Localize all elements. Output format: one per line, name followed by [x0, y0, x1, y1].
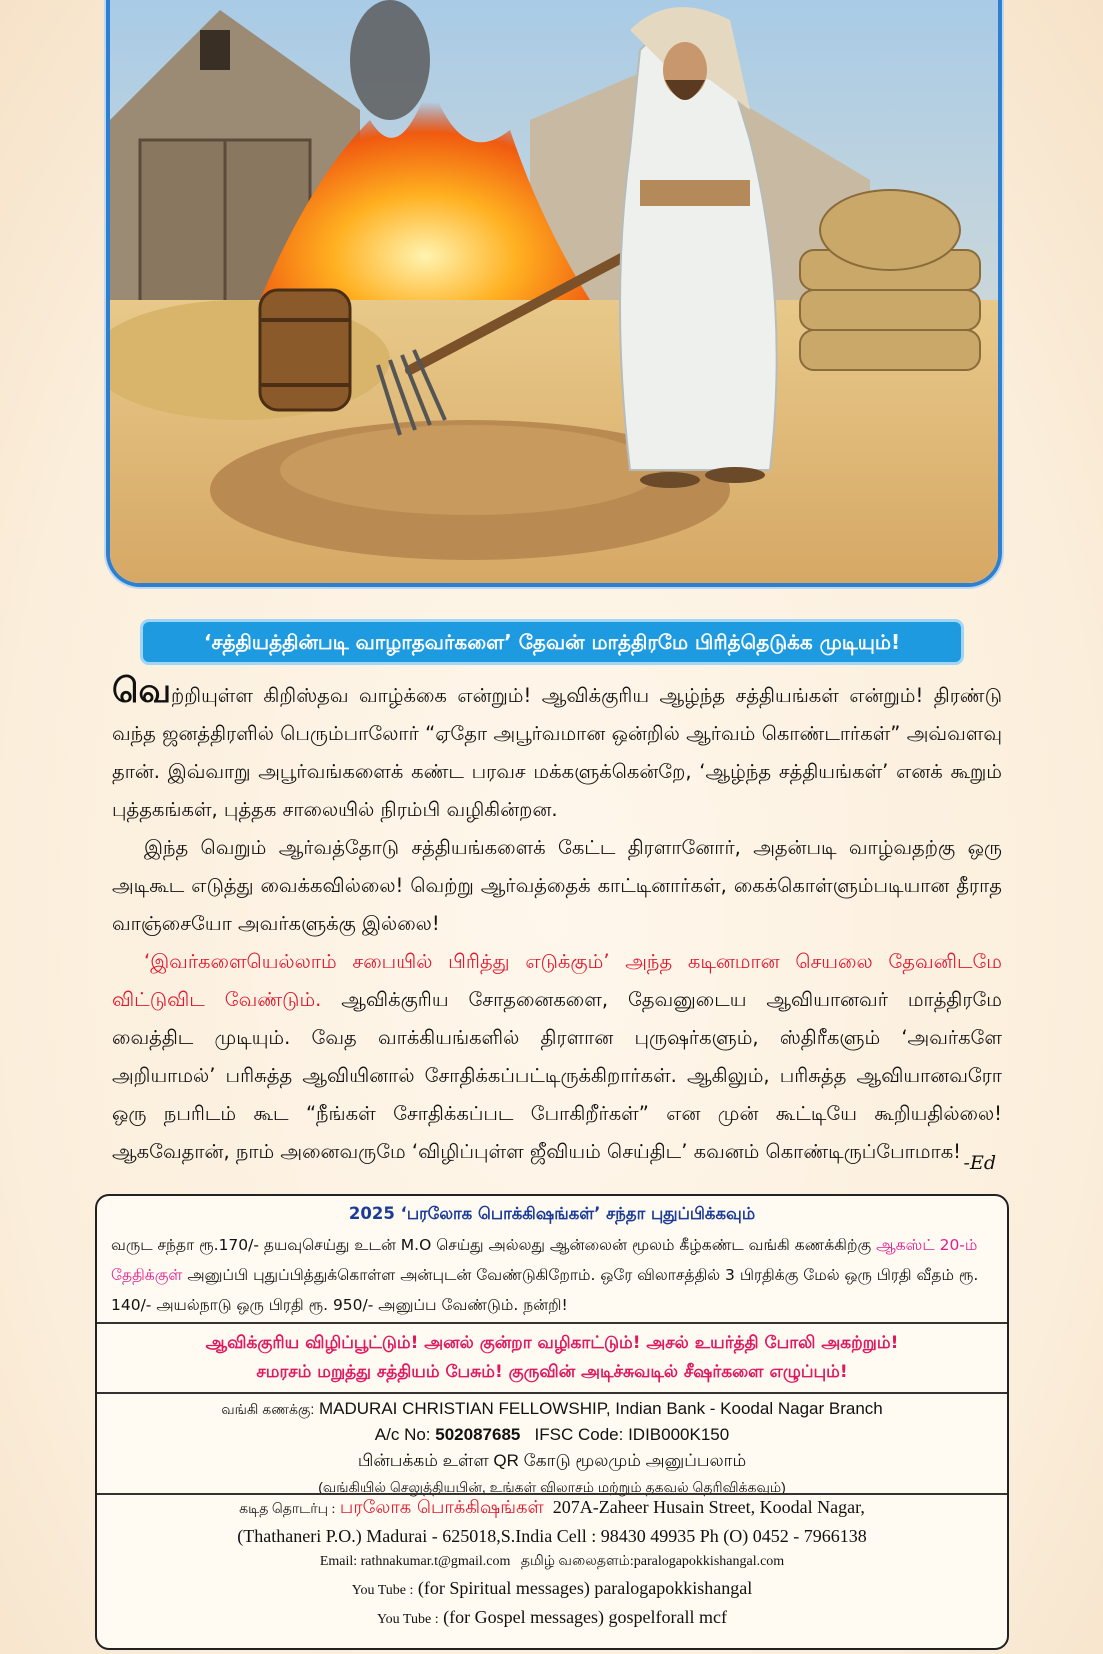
subscription-info-box	[95, 1194, 1009, 1650]
slogan-line-2: சமரசம் மறுத்து சத்தியம் பேசும்! குருவின் அடிச்சுவடில் சீஷர்களை எழுப்பும்!	[256, 1362, 848, 1382]
divider	[97, 1322, 1007, 1324]
subscription-title: 2025 ‘பரலோக பொக்கிஷங்கள்’ சந்தா புதுப்பிக்கவும்	[348, 1204, 756, 1223]
youtube-label: You Tube :	[351, 1583, 414, 1598]
paragraph-3-highlight: ‘இவர்களையெல்லாம் சபையில் பிரித்து எடுக்கும்’ அந்த கடினமான செயலை தேவனிடமே விட்டுவிட வேண்டும்.	[112, 950, 1002, 1011]
account-number: 502087685	[435, 1425, 521, 1444]
slogans	[97, 1329, 1007, 1387]
contact-details	[97, 1494, 1007, 1633]
youtube-gospel[interactable]: (for Gospel messages) gospelforall mcf	[443, 1607, 728, 1627]
headline-banner: ‘சத்தியத்தின்படி வாழாதவர்களை’ தேவன் மாத்திரமே பிரித்தெடுக்க முடியும்!	[143, 622, 961, 662]
drop-cap: வெ	[112, 671, 172, 711]
illustration-frame	[106, 0, 1002, 587]
ifsc-code: IFSC Code: IDIB000K150	[534, 1425, 730, 1444]
address-line-1: 207A-Zaheer Husain Street, Koodal Nagar,	[552, 1497, 865, 1517]
web-label: தமிழ் வலைதளம்:	[520, 1554, 634, 1569]
editorial-article	[112, 672, 1002, 1171]
account-label: A/c No:	[374, 1425, 431, 1444]
paragraph-2: இந்த வெறும் ஆர்வத்தோடு சத்தியங்களைக் கேட்ட திரளானோர், அதன்படி வாழ்வதற்கு ஒரு அடிகூட எடுத்து வைக்கவில்லை! வெற்று ஆர்வத்தைக் காட்டினார்கள், கைக்கொள்ளும்படியான தீராத வாஞ்சையோ அவர்களுக்கு இல்லை!	[112, 836, 1002, 935]
youtube-line-1	[97, 1575, 1007, 1604]
email[interactable]: Email: rathnakumar.t@gmail.com	[319, 1554, 511, 1569]
paragraph-3-text: ஆவிக்குரிய சோதனைகளை, தேவனுடைய ஆவியானவர் மாத்திரமே வைத்திட முடியும். வேத வாக்கியங்களில் திரளான புருஷர்களும், ஸ்திரீகளும் ‘அவர்களே அறியாமல்’ பரிசுத்த ஆவியினால் சோதிக்கப்பட்டிருக்கிறார்கள். ஆகிலும், பரிசுத்த ஆவியானவரோ ஒரு நபரிடம் கூட “நீங்கள் சோதிக்கப்பட போகிறீர்கள்” என முன் கூட்டியே கூறியதில்லை! ஆகவேதான், நாம் அனைவருமே ‘விழிப்புள்ள ஜீவியம் செய்திட’ கவனம் கொண்டிருப்போமாக!	[112, 988, 1002, 1163]
divider	[97, 1392, 1007, 1394]
youtube-label: You Tube :	[376, 1612, 439, 1627]
contact-label: கடித தொடர்பு :	[239, 1502, 336, 1517]
account-line	[97, 1422, 1007, 1448]
paragraph-1	[112, 672, 1002, 829]
subscription-line-1: வருட சந்தா ரூ.170/- தயவுசெய்து உடன் M.O செய்து அல்லது ஆன்லைன் மூலம் கீழ்கண்ட வங்கி கணக்கிற்கு	[111, 1236, 872, 1254]
website[interactable]: paralogapokkishangal.com	[633, 1554, 785, 1569]
subscription-line-2: அனுப்பி புதுப்பித்துக்கொள்ள அன்புடன் வேண்டுகிறோம். ஒரே விலாசத்தில் 3 பிரதிக்கு மேல் ஒரு பிரதி வீதம் ரூ. 140/- அயல்நாடு ஒரு பிரதி ரூ. 950/- அனுப்ப வேண்டும். நன்றி!	[111, 1266, 979, 1314]
slogan-line-1: ஆவிக்குரிய விழிப்பூட்டும்! அனல் குன்றா வழிகாட்டும்! அசல் உயர்த்தி போலி அகற்றும்!	[205, 1333, 899, 1353]
bank-note: (வங்கியில் செலுத்தியபின், உங்கள் விலாசம் மற்றும் தகவல் தெரிவிக்கவும்)	[318, 1479, 786, 1495]
org-name: பரலோக பொக்கிஷங்கள்	[339, 1497, 544, 1518]
email-web-line	[97, 1549, 1007, 1575]
subscription-body	[111, 1230, 991, 1320]
address-line-2: (Thathaneri P.O.) Madurai - 625018,S.India Cell : 98430 49935 Ph (O) 0452 - 7966138	[237, 1526, 867, 1546]
bank-name: MADURAI CHRISTIAN FELLOWSHIP, Indian Bank - Koodal Nagar Branch	[319, 1399, 883, 1418]
bank-details	[97, 1396, 1007, 1500]
youtube-line-2	[97, 1604, 1007, 1633]
paragraph-3	[112, 943, 1002, 1171]
threshing-floor-illustration	[110, 0, 998, 583]
paragraph-1-text: ற்றியுள்ள கிறிஸ்தவ வாழ்க்கை என்றும்! ஆவிக்குரிய ஆழ்ந்த சத்தியங்கள் என்றும்! திரண்டு வந்த ஜனத்திரளில் பெரும்பாலோர் “ஏதோ அபூர்வமான ஒன்றில் ஆர்வம் கொண்டார்கள்” அவ்வளவு தான். இவ்வாறு அபூர்வங்களைக் கண்ட பரவச மக்களுக்கென்றே, ‘ஆழ்ந்த சத்தியங்கள்’ எனக் கூறும் புத்தகங்கள், புத்தக சாலையில் நிரம்பி வழிகின்றன.	[112, 684, 1002, 821]
qr-line: பின்பக்கம் உள்ள QR கோடு மூலமும் அனுப்பலாம்	[357, 1451, 747, 1470]
subscription-deadline: ஆகஸ்ட் 20-ம் தேதிக்குள்	[111, 1236, 978, 1284]
editor-signature: -Ed	[963, 1152, 996, 1174]
youtube-spiritual[interactable]: (for Spiritual messages) paralogapokkishangal	[417, 1578, 753, 1598]
contact-line-1	[97, 1494, 1007, 1523]
bank-label: வங்கி கணக்கு:	[221, 1401, 315, 1417]
bank-name-line	[97, 1396, 1007, 1422]
